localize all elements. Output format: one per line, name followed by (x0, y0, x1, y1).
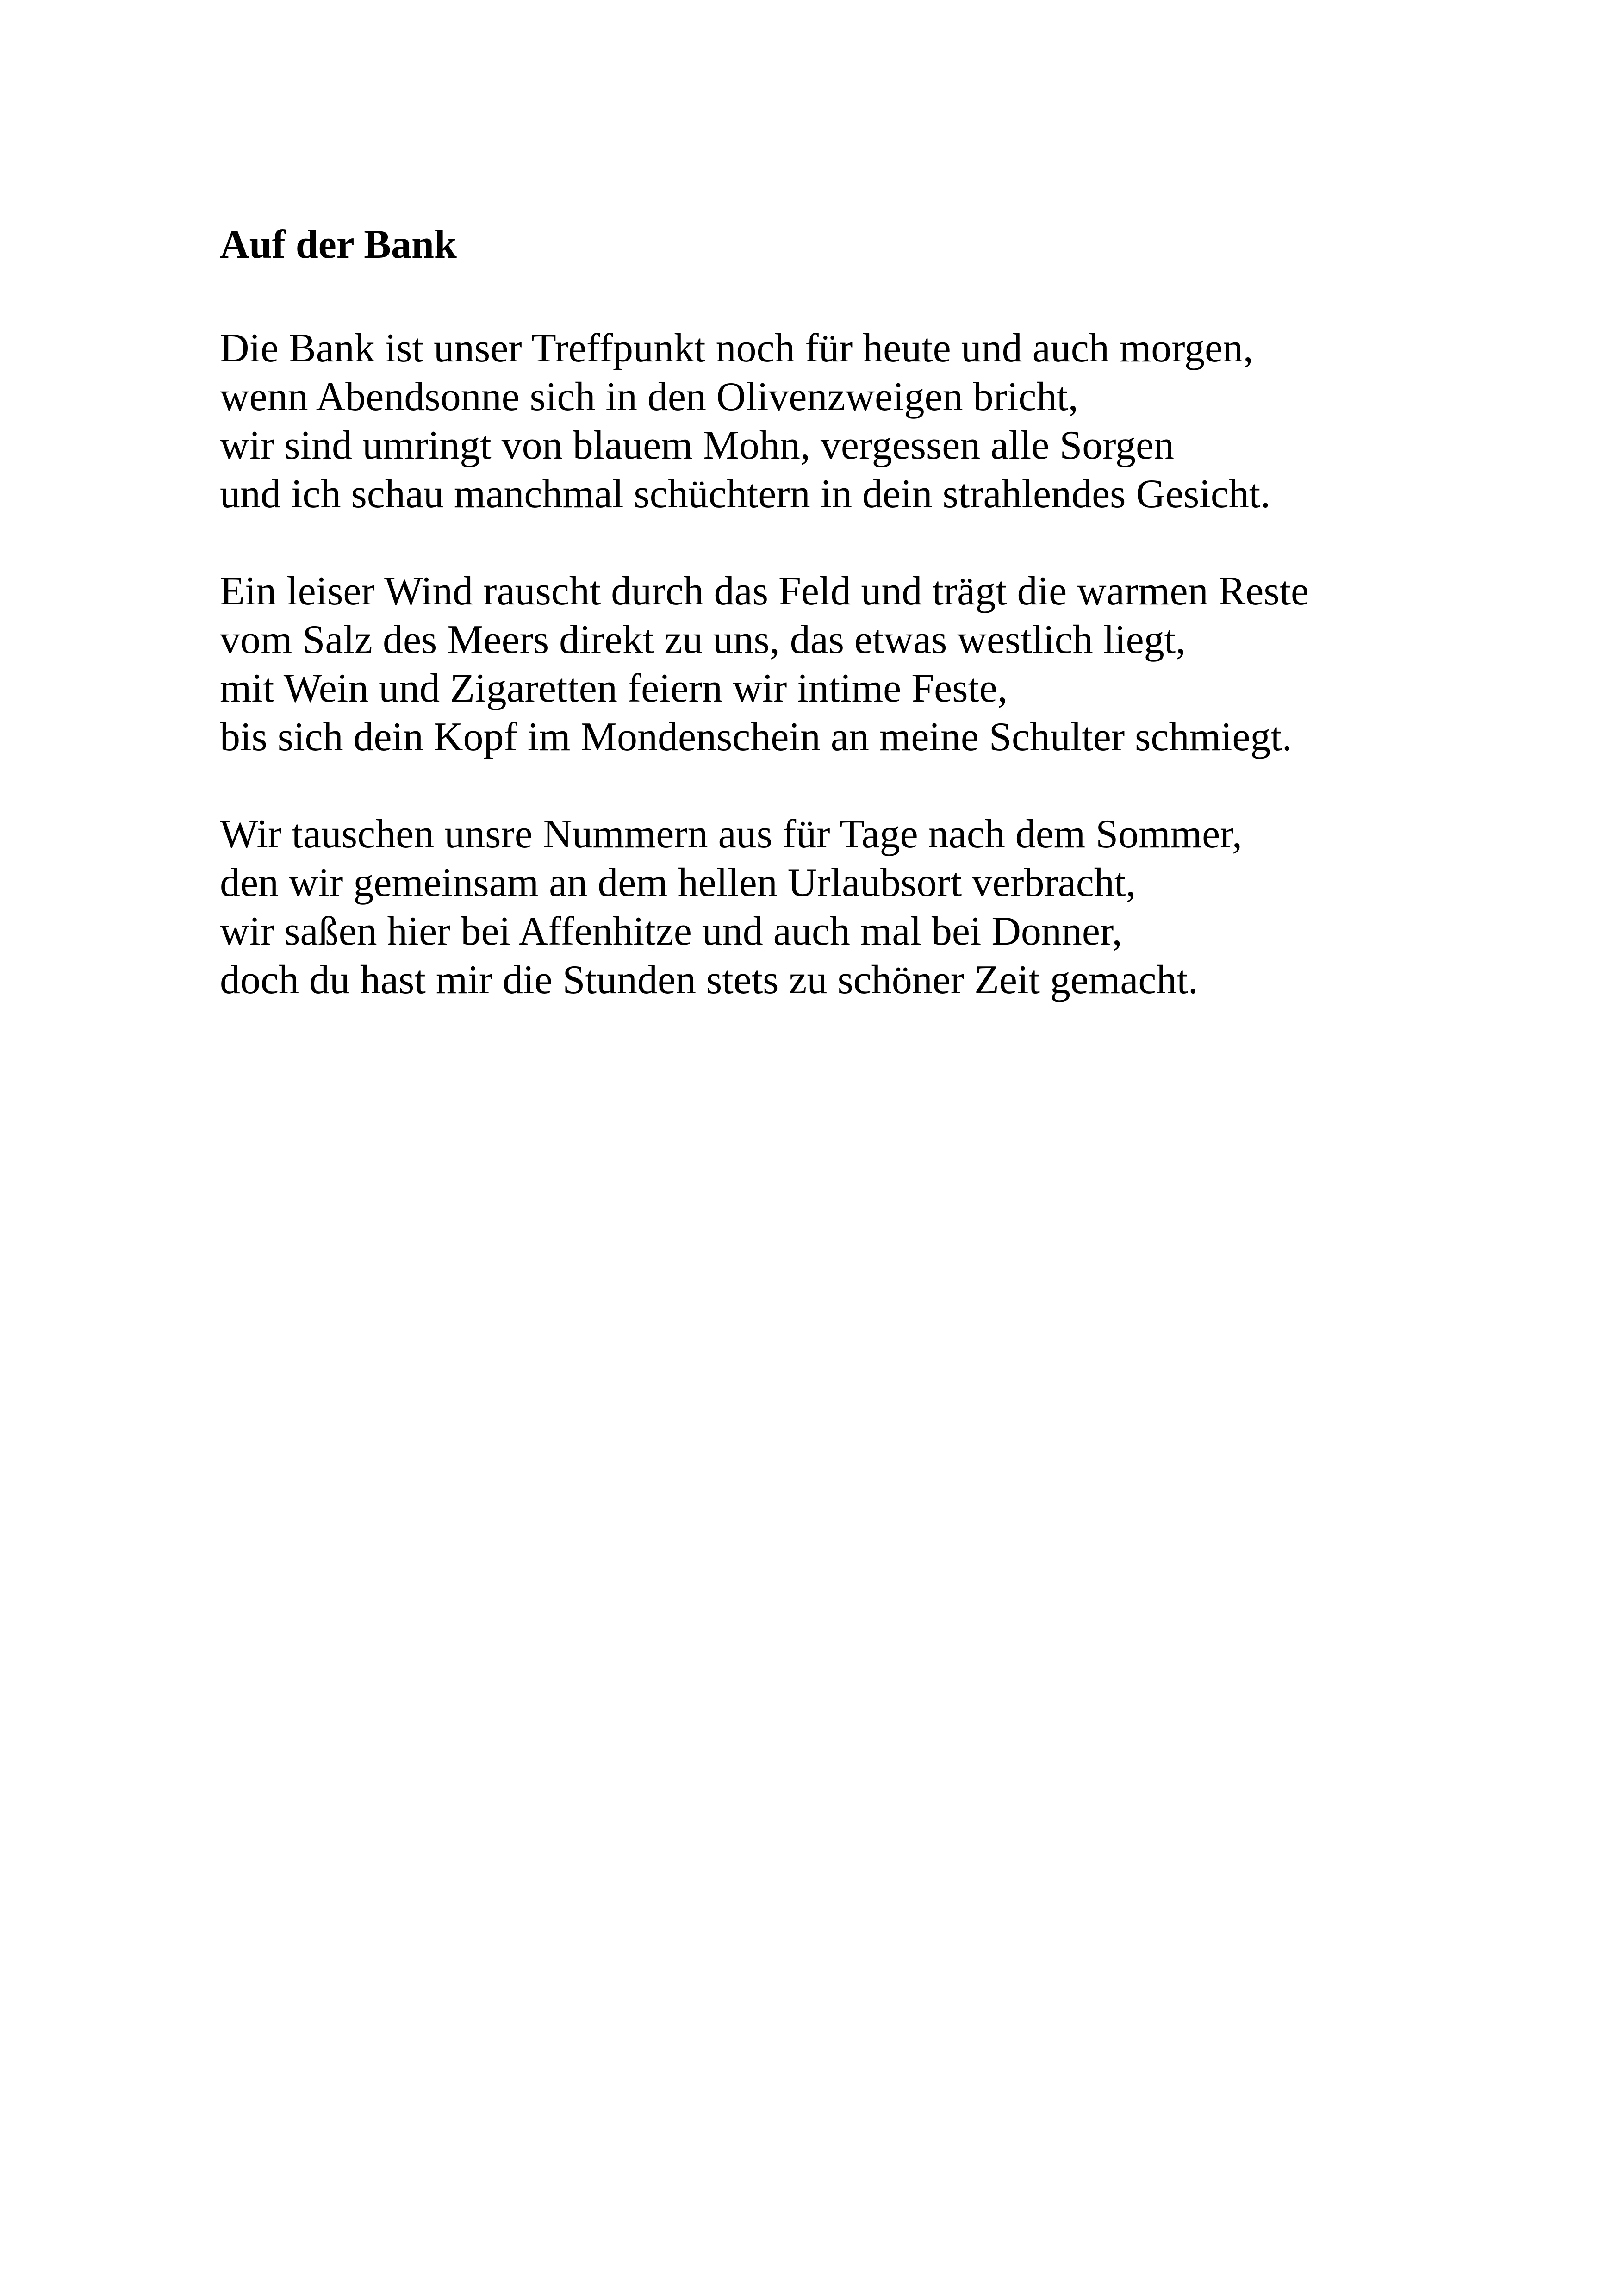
poem (220, 214, 1469, 1004)
poem-title: Auf der Bank (220, 222, 457, 267)
poem-line: doch du hast mir die Stunden stets zu schöner Zeit gemacht. (220, 958, 1198, 1002)
stanza-1 (220, 324, 1469, 518)
poem-line: und ich schau manchmal schüchtern in dein strahlendes Gesicht. (220, 472, 1271, 516)
poem-line: wir sind umringt von blauem Mohn, vergessen alle Sorgen (220, 423, 1175, 468)
stanza-2 (220, 567, 1469, 761)
poem-line: den wir gemeinsam an dem hellen Urlaubsort verbracht, (220, 860, 1136, 905)
poem-line: Ein leiser Wind rauscht durch das Feld und trägt die warmen Reste (220, 569, 1309, 614)
poem-line: vom Salz des Meers direkt zu uns, das etwas westlich liegt, (220, 617, 1186, 662)
poem-line: Wir tauschen unsre Nummern aus für Tage nach dem Sommer, (220, 812, 1242, 857)
poem-line: wenn Abendsonne sich in den Olivenzweigen bricht, (220, 374, 1078, 419)
poem-line: Die Bank ist unser Treffpunkt noch für heute und auch morgen, (220, 326, 1254, 371)
poem-line: wir saßen hier bei Affenhitze und auch mal bei Donner, (220, 909, 1122, 954)
poem-line: mit Wein und Zigaretten feiern wir intime Feste, (220, 666, 1008, 711)
stanza-3 (220, 810, 1469, 1004)
poem-line: bis sich dein Kopf im Mondenschein an meine Schulter schmiegt. (220, 715, 1292, 759)
